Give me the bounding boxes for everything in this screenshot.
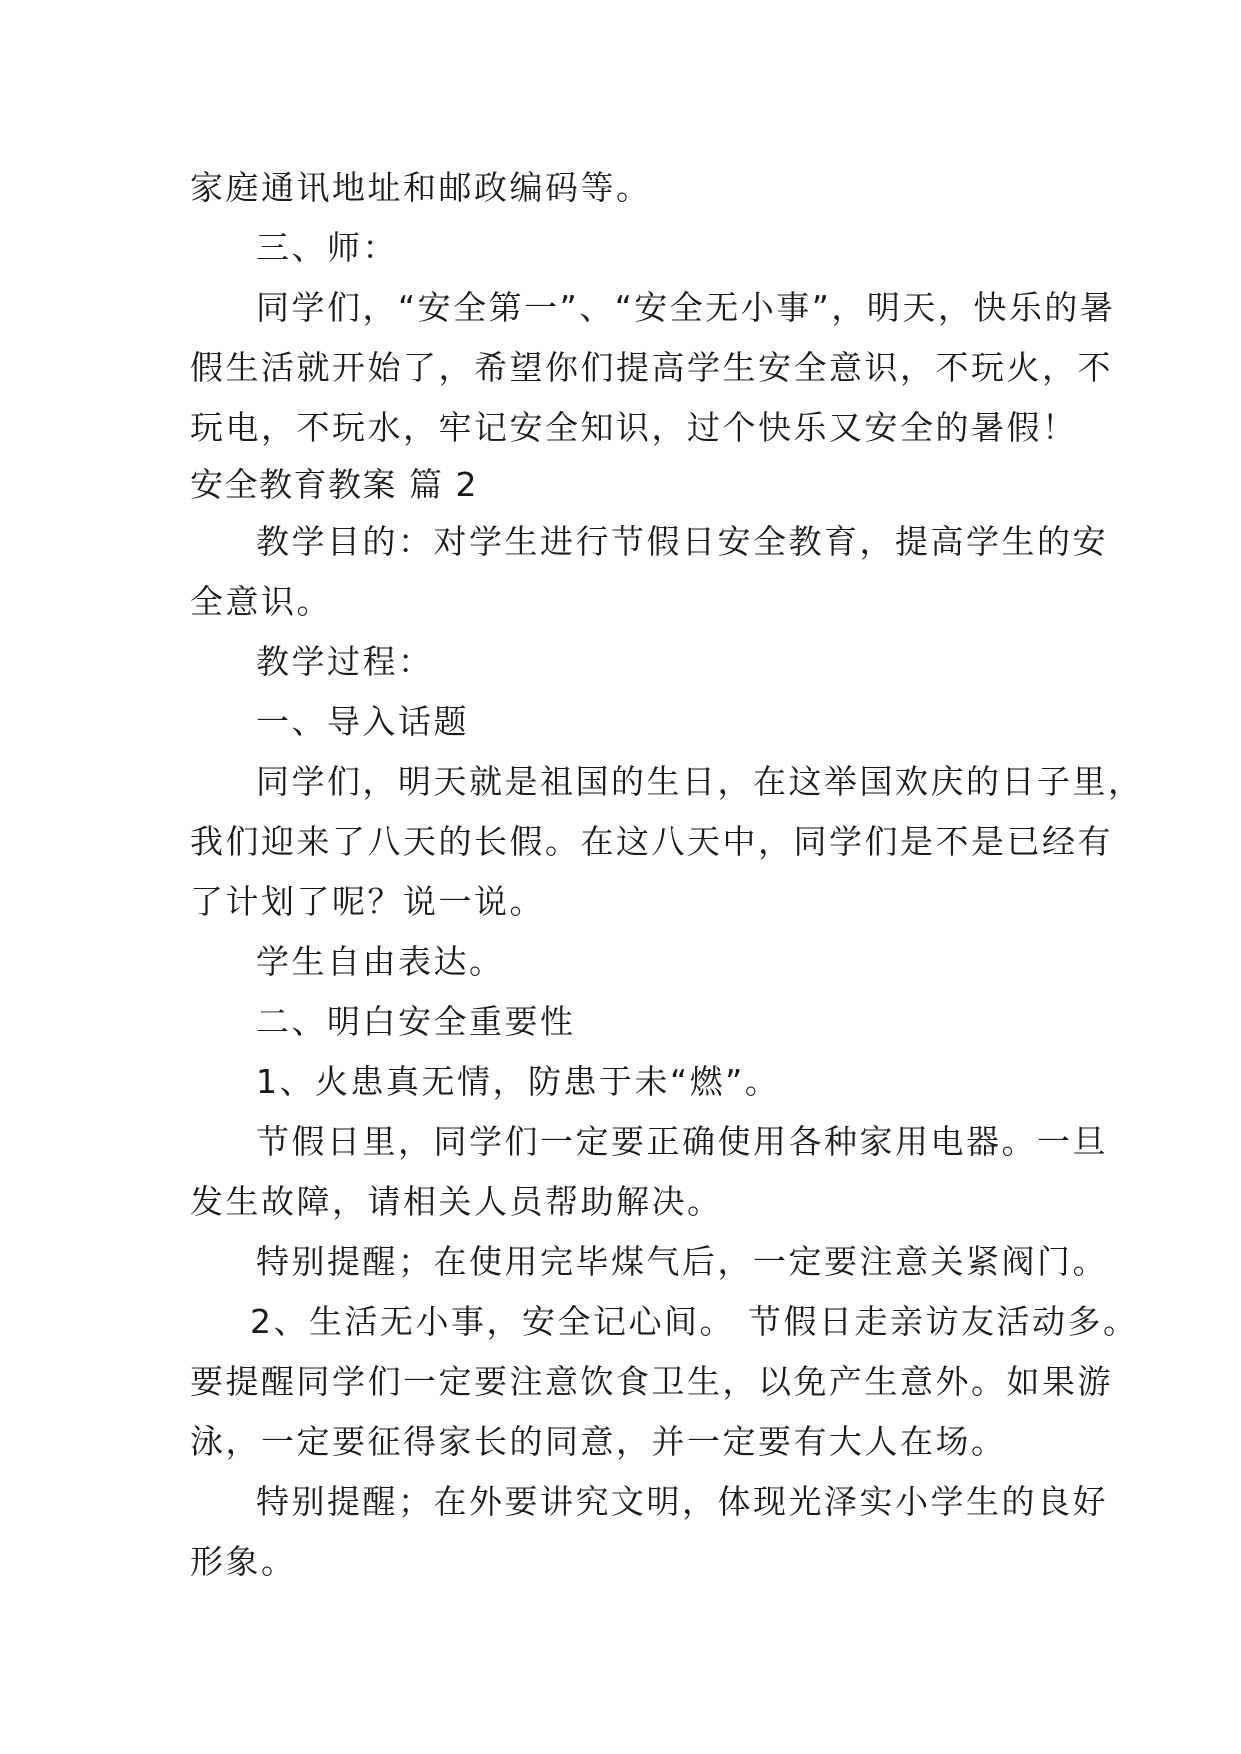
text-line: 玩电，不玩水，牢记安全知识，过个快乐又安全的暑假！ — [190, 408, 1078, 447]
text-line: 节假日里，同学们一定要正确使用各种家用电器。一旦 — [256, 1122, 1108, 1161]
section-heading: 二、明白安全重要性 — [256, 1002, 576, 1041]
text-line: 要提醒同学们一定要注意饮食卫生，以免产生意外。如果游 — [190, 1362, 1113, 1401]
text-line: 假生活就开始了，希望你们提高学生安全意识，不玩火，不 — [190, 348, 1113, 387]
text-line: 形象。 — [190, 1542, 297, 1581]
text-line: 全意识。 — [190, 582, 332, 621]
text-line: 1、火患真无情，防患于未“燃”。 — [256, 1062, 781, 1101]
document-title: 安全教育教案 篇 2 — [190, 465, 478, 504]
text-line: 学生自由表达。 — [256, 942, 505, 981]
text-line: 教学目的：对学生进行节假日安全教育，提高学生的安 — [256, 522, 1108, 561]
text-line: 同学们，“安全第一”、“安全无小事”，明天，快乐的暑 — [256, 288, 1116, 327]
section-heading: 一、导入话题 — [256, 702, 469, 741]
section-heading: 三、师： — [256, 228, 398, 267]
text-line: 泳，一定要征得家长的同意，并一定要有大人在场。 — [190, 1422, 1007, 1461]
text-line: 我们迎来了八天的长假。在这八天中，同学们是不是已经有 — [190, 822, 1113, 861]
text-line: 特别提醒；在使用完毕煤气后，一定要注意关紧阀门。 — [256, 1242, 1108, 1281]
section-heading: 教学过程： — [256, 642, 434, 681]
text-line: 了计划了呢？说一说。 — [190, 882, 545, 921]
text-line: 发生故障，请相关人员帮助解决。 — [190, 1182, 723, 1221]
text-line: 家庭通讯地址和邮政编码等。 — [190, 168, 652, 207]
text-line: 2、生活无小事，安全记心间。 节假日走亲访友活动多。 — [250, 1302, 1139, 1341]
text-line: 特别提醒；在外要讲究文明，体现光泽实小学生的良好 — [256, 1482, 1108, 1521]
text-line: 同学们，明天就是祖国的生日，在这举国欢庆的日子里， — [256, 762, 1144, 801]
